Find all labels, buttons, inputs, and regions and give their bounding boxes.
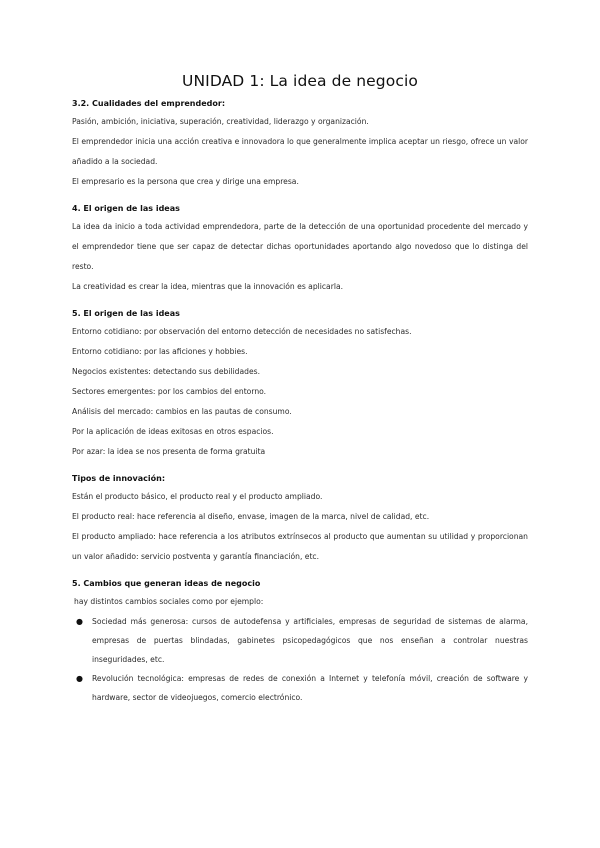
page-title: UNIDAD 1: La idea de negocio (182, 72, 418, 90)
paragraph: El producto ampliado: hace referencia a los atributos extrínsecos al producto que aumentan su utilidad y proporcionan un valor añadido: servicio postventa y garantía financiación, etc. (72, 532, 528, 561)
paragraph: Análisis del mercado: cambios en las pautas de consumo. (72, 407, 292, 416)
paragraph: La idea da inicio a toda actividad emprendedora, parte de la detección de una oportunidad procedente del mercado y el emprendedor tiene que ser capaz de detectar dichas oportunidades aportando algo novedoso que lo distinga del resto. (72, 222, 528, 271)
paragraph: El producto real: hace referencia al diseño, envase, imagen de la marca, nivel de calidad, etc. (72, 512, 430, 521)
section-heading: 4. El origen de las ideas (72, 204, 180, 213)
section-tipos-innovacion (72, 471, 528, 567)
list-item-text: Revolución tecnológica: empresas de redes de conexión a Internet y telefonía móvil, creación de software y hardware, sector de videojuegos, comercio electrónico. (92, 674, 528, 702)
paragraph: Están el producto básico, el producto real y el producto ampliado. (72, 492, 323, 501)
list-item (76, 612, 528, 669)
bullet-icon: ● (76, 674, 83, 683)
paragraph: Por azar: la idea se nos presenta de forma gratuita (72, 447, 266, 456)
paragraph: Entorno cotidiano: por observación del entorno detección de necesidades no satisfechas. (72, 327, 412, 336)
paragraph: La creatividad es crear la idea, mientras que la innovación es aplicarla. (72, 282, 344, 291)
section-cambios (72, 576, 528, 707)
list-item (76, 669, 528, 707)
paragraph: El empresario es la persona que crea y dirige una empresa. (72, 177, 299, 186)
bullet-list (72, 612, 528, 707)
section-heading: 5. El origen de las ideas (72, 309, 180, 318)
paragraph: Por la aplicación de ideas exitosas en otros espacios. (72, 427, 274, 436)
section-cualidades (72, 96, 528, 192)
paragraph: Negocios existentes: detectando sus debilidades. (72, 367, 261, 376)
bullet-icon: ● (76, 617, 83, 626)
section-origen-ideas-list (72, 306, 528, 462)
paragraph: Entorno cotidiano: por las aficiones y hobbies. (72, 347, 248, 356)
paragraph: El emprendedor inicia una acción creativa e innovadora lo que generalmente implica aceptar un riesgo, ofrece un valor añadido a la sociedad. (72, 137, 528, 166)
section-heading: 5. Cambios que generan ideas de negocio (72, 579, 261, 588)
paragraph: Sectores emergentes: por los cambios del entorno. (72, 387, 267, 396)
list-item-text: Sociedad más generosa: cursos de autodefensa y artificiales, empresas de seguridad de sistemas de alarma, empresas de puertas blindadas, gabinetes psicopedagógicos que nos enseñan a controlar nuestras inseguridades, etc. (92, 617, 528, 664)
section-heading: Tipos de innovación: (72, 474, 166, 483)
paragraph: Pasión, ambición, iniciativa, superación, creatividad, liderazgo y organización. (72, 117, 369, 126)
section-origen-ideas (72, 201, 528, 297)
section-heading: 3.2. Cualidades del emprendedor: (72, 99, 226, 108)
paragraph: hay distintos cambios sociales como por ejemplo: (74, 597, 264, 606)
